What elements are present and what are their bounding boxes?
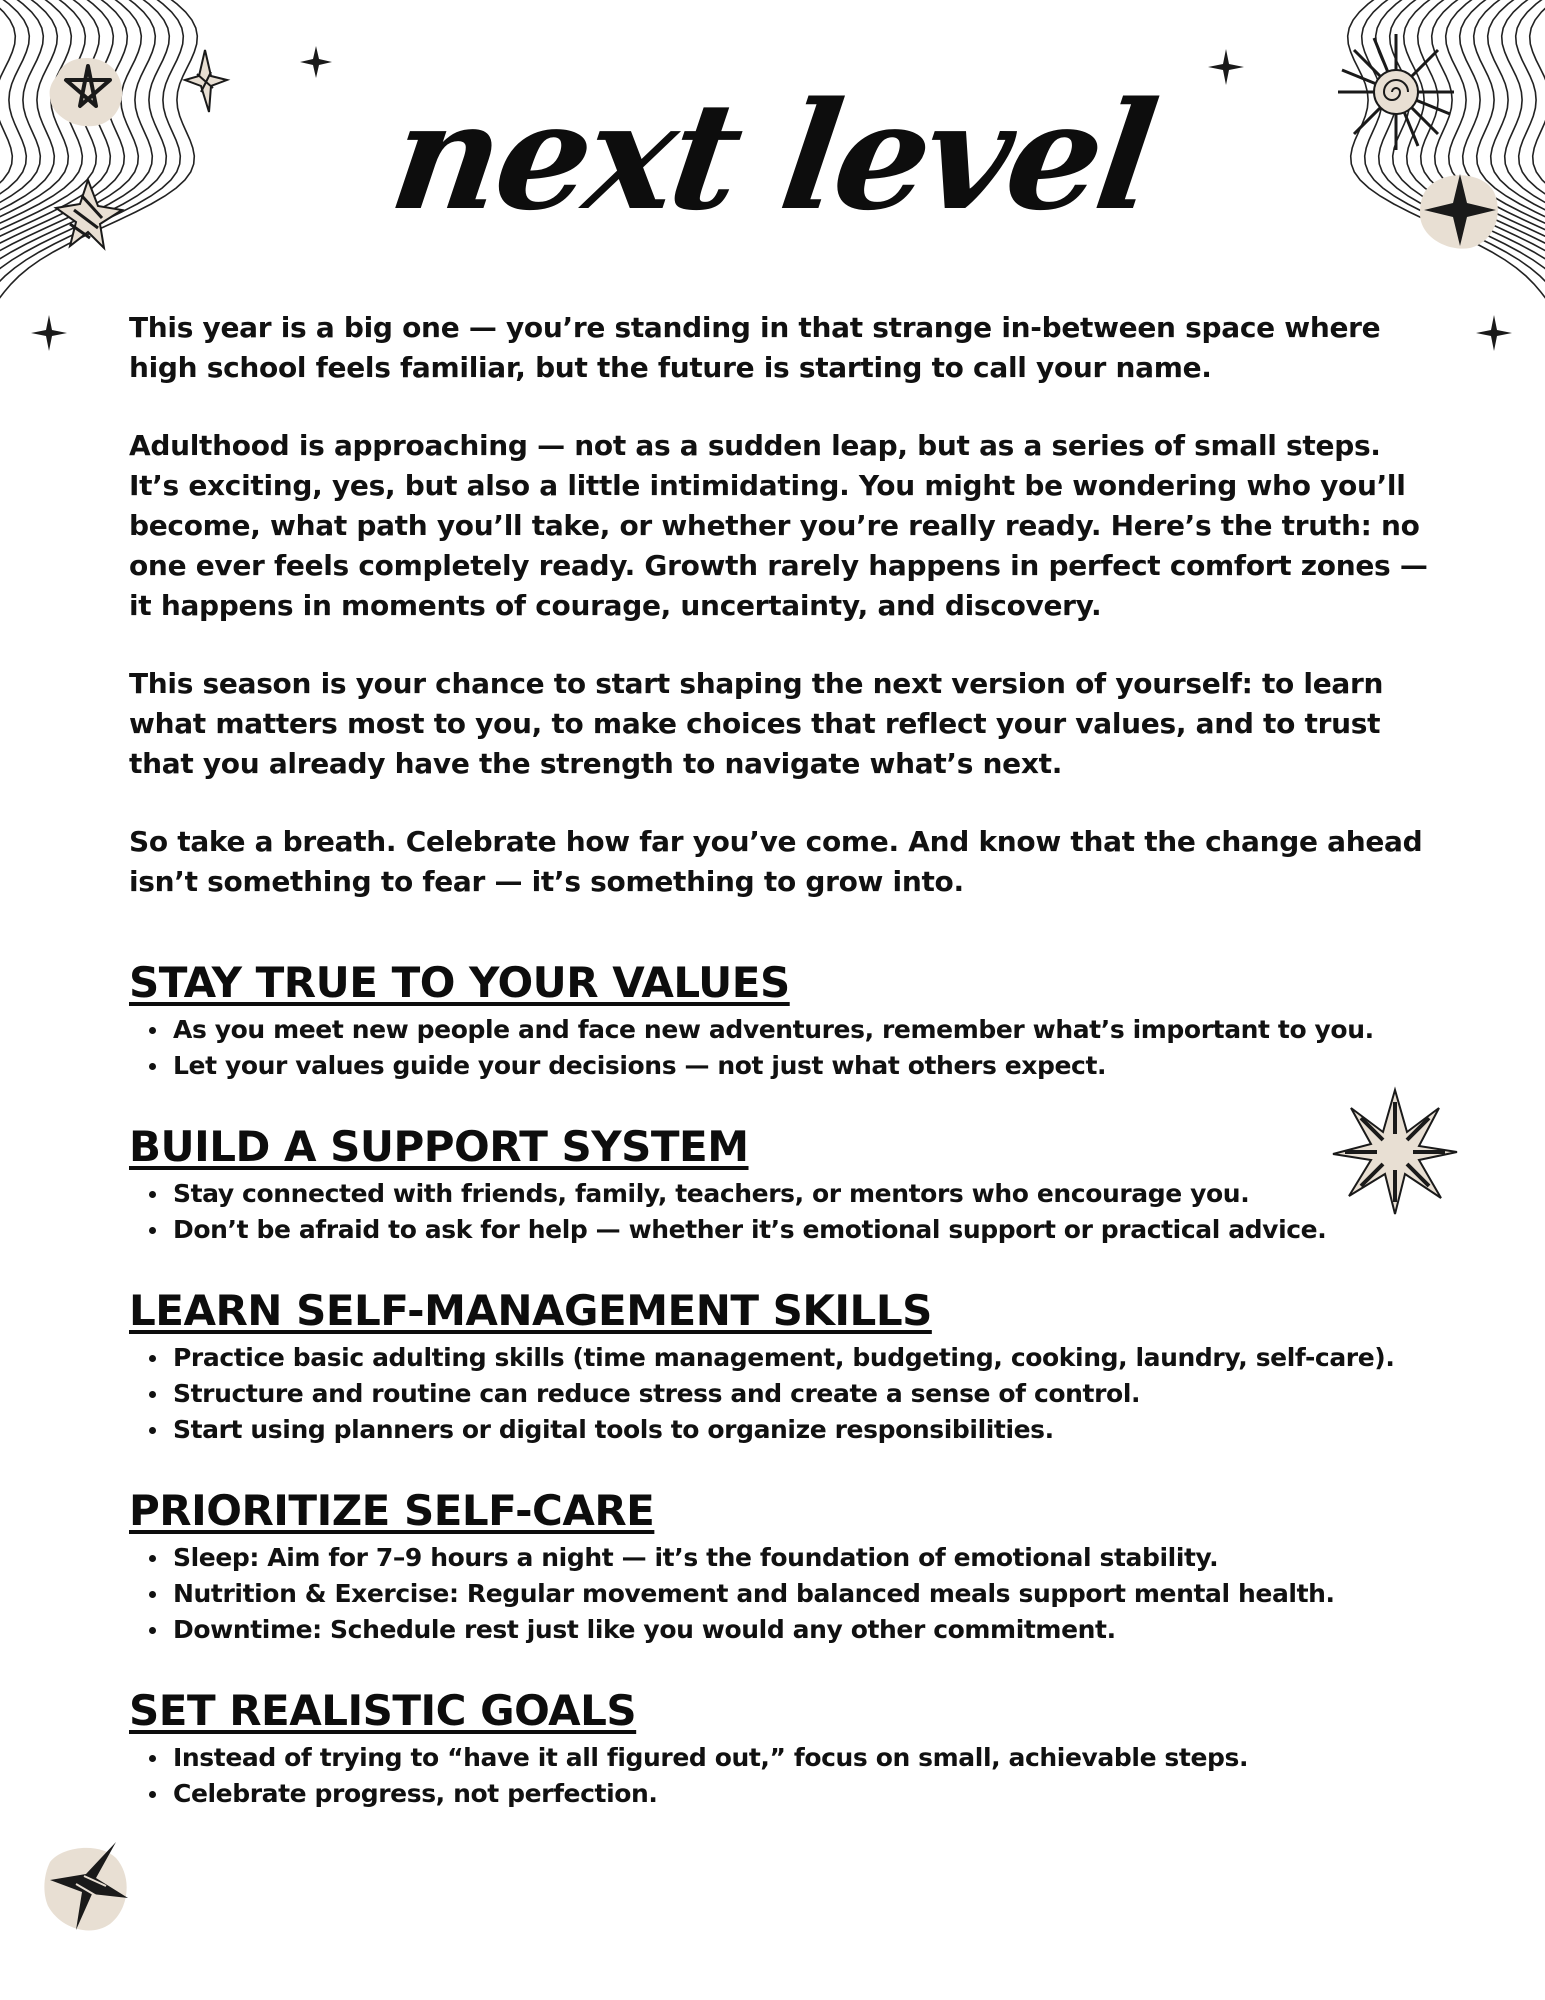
list-item: Structure and routine can reduce stress and create a sense of control. — [173, 1376, 1459, 1412]
bullet-list — [129, 1540, 1459, 1648]
list-item: Sleep: Aim for 7–9 hours a night — it’s the foundation of emotional stability. — [173, 1540, 1459, 1576]
section-heading: PRIORITIZE SELF-CARE — [129, 1486, 655, 1535]
bullet-list — [129, 1740, 1459, 1812]
intro-text — [129, 308, 1439, 940]
section-heading: LEARN SELF-MANAGEMENT SKILLS — [129, 1286, 932, 1335]
list-item: Celebrate progress, not perfection. — [173, 1776, 1459, 1812]
section-heading: SET REALISTIC GOALS — [129, 1686, 637, 1735]
list-item: Downtime: Schedule rest just like you would any other commitment. — [173, 1612, 1459, 1648]
section-heading: STAY TRUE TO YOUR VALUES — [129, 958, 790, 1007]
intro-paragraph: So take a breath. Celebrate how far you’ve come. And know that the change ahead isn’t something to fear — it’s something to grow into. — [129, 825, 1423, 898]
sparkle-icon — [1208, 49, 1244, 85]
section-self-care — [129, 1484, 1459, 1648]
list-item: Instead of trying to “have it all figured out,” focus on small, achievable steps. — [173, 1740, 1459, 1776]
tips-sections — [129, 956, 1459, 1848]
intro-paragraph: This year is a big one — you’re standing in that strange in-between space where high school feels familiar, but the future is starting to call your name. — [129, 311, 1381, 384]
list-item: Practice basic adulting skills (time management, budgeting, cooking, laundry, self-care). — [173, 1340, 1459, 1376]
section-support-system — [129, 1120, 1459, 1248]
intro-paragraph: Adulthood is approaching — not as a sudden leap, but as a series of small steps. It’s exciting, yes, but also a little intimidating. You might be wondering who you’ll become, what path you’ll take, or whether you’re really ready. Here’s the truth: no one ever feels completely ready. Growth rarely happens in perfect comfort zones — it happens in moments of courage, uncertainty, and discovery. — [129, 429, 1428, 622]
page-title: next level — [381, 69, 1164, 243]
list-item: Don’t be afraid to ask for help — whether it’s emotional support or practical advice. — [173, 1212, 1459, 1248]
list-item: Nutrition & Exercise: Regular movement and balanced meals support mental health. — [173, 1576, 1459, 1612]
list-item: Let your values guide your decisions — not just what others expect. — [173, 1048, 1459, 1084]
bullet-list — [129, 1012, 1459, 1084]
bullet-list — [129, 1176, 1459, 1248]
list-item: Stay connected with friends, family, teachers, or mentors who encourage you. — [173, 1176, 1459, 1212]
intro-paragraph: This season is your chance to start shaping the next version of yourself: to learn what matters most to you, to make choices that reflect your values, and to trust that you already have the strength to navigate what’s next. — [129, 667, 1384, 780]
sparkle-icon — [1476, 315, 1512, 351]
sparkle-icon — [31, 315, 67, 351]
bullet-list — [129, 1340, 1459, 1448]
section-values — [129, 956, 1459, 1084]
section-heading: BUILD A SUPPORT SYSTEM — [129, 1122, 749, 1171]
list-item: Start using planners or digital tools to organize responsibilities. — [173, 1412, 1459, 1448]
section-self-management — [129, 1284, 1459, 1448]
star-icon — [44, 1842, 128, 1930]
sparkle-icon — [300, 46, 332, 78]
section-goals — [129, 1684, 1459, 1812]
list-item: As you meet new people and face new adventures, remember what’s important to you. — [173, 1012, 1459, 1048]
